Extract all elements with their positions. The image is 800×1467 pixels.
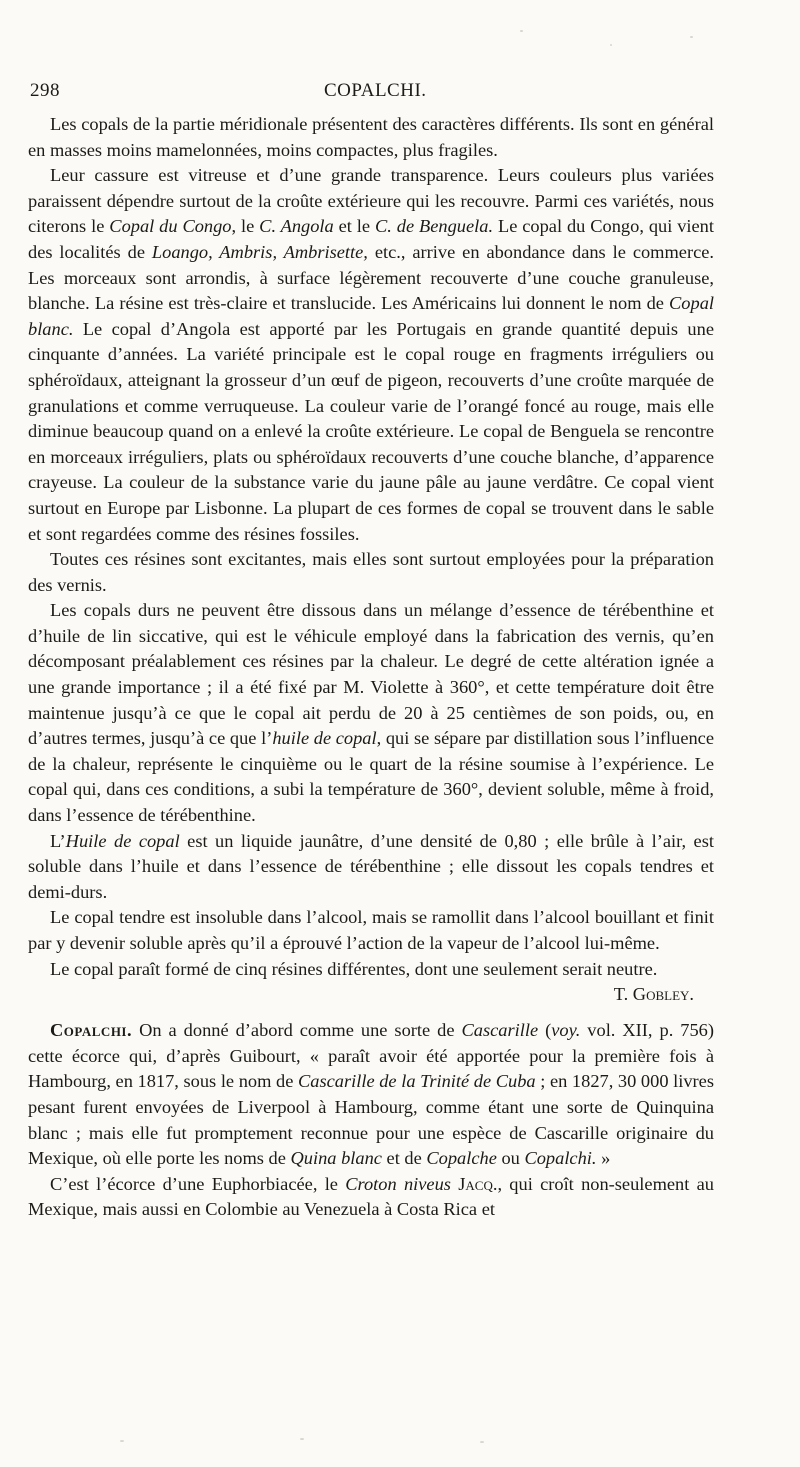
paragraph-with-signature: [28, 957, 714, 1005]
running-header: [28, 80, 714, 112]
scan-speck: [480, 1441, 484, 1443]
paragraph: [28, 547, 714, 598]
text-run: Le copal paraît formé de cinq résines différentes, dont une seulement serait neutre.: [50, 958, 658, 979]
italic-run: C. Angola: [259, 216, 334, 237]
italic-run: Cascarille: [461, 1020, 539, 1041]
text-run: etc., arrive en abondance dans le commerce. Les morceaux sont arrondis, à surface légèrement recouverte d’une couche granuleuse, blanche. La résine est très-claire et translucide. Les Américains lui donnent le nom de: [28, 241, 714, 314]
article-body: [28, 112, 714, 1223]
text-run: et de: [381, 1148, 427, 1169]
text-run: et le: [333, 216, 375, 237]
text-run: Le copal d’Angola est apporté par les Portugais en grande quantité depuis une cinquante d’années. La variété principale est le copal rouge en fragments irréguliers ou sphéroïdaux, atteignant la grosseur d’un œuf de pigeon, recouverts d’une croûte marquée de granulations et comme verruqueuse. La couleur varie de l’orangé foncé au rouge, mais elle diminue beaucoup quand on a enlevé la croûte extérieure. Le copal de Benguela se rencontre en morceaux irréguliers, plats ou sphéroïdaux recouverts d’une couche blanche, d’apparence crayeuse. La couleur de la substance varie du jaune pâle au jaune verdâtre. Ce copal vient surtout en Europe par Lisbonne. La plupart de ces formes de copal se trouvent dans le sable et sont regardées comme des résines fossiles.: [28, 318, 714, 544]
text-run: Toutes ces résines sont excitantes, mais elles sont surtout employées pour la préparation des vernis.: [28, 549, 714, 595]
italic-run: huile de copal: [272, 728, 377, 749]
page-number: 298: [30, 80, 60, 101]
scan-speck: [610, 44, 612, 46]
italic-run: voy.: [551, 1020, 581, 1041]
italic-run: Huile de copal: [65, 830, 180, 851]
paragraph: [28, 112, 714, 163]
entry-copalchi: [28, 1018, 714, 1172]
text-run: Le copal du Congo, qui vient des localités de: [28, 216, 714, 262]
text-run: , qui croît non-seulement au Mexique, mais aussi en Colombie au Venezuela à Costa Rica et: [28, 1173, 714, 1220]
scan-speck: [120, 1440, 124, 1442]
italic-run: Copal blanc.: [28, 293, 714, 339]
text-run: ou: [496, 1148, 525, 1169]
author-signature: T. Gobley.: [613, 984, 694, 1005]
italic-run: Croton niveus: [345, 1173, 451, 1194]
text-run: ; en 1827, 30 000 livres pesant furent envoyées de Liverpool à Hambourg, comme étant une sorte de Quinquina blanc ; mais elle fut promptement reconnue pour une espèce de Cascarille originaire du Mexique, où elle porte les noms de: [28, 1071, 714, 1169]
italic-run: Copal du Congo: [109, 216, 232, 237]
text-run: Les copals de la partie méridionale présentent des caractères différents. Ils sont en général en masses moins mamelonnées, moins compactes, plus fragiles.: [28, 114, 714, 160]
paragraph: [28, 163, 714, 547]
paragraph-text: [50, 959, 657, 979]
text-run: C’est l’écorce d’une Euphorbiacée, le: [50, 1173, 346, 1194]
scan-speck: [520, 30, 523, 32]
running-title: COPALCHI.: [324, 80, 427, 101]
paragraph: [28, 598, 714, 828]
italic-run: Loango, Ambris, Ambrisette,: [151, 241, 368, 262]
text-run: Le copal tendre est insoluble dans l’alcool, mais se ramollit dans l’alcool bouillant et finit par y devenir soluble après qu’il a éprouvé l’action de la vapeur de l’alcool lui-même.: [28, 907, 714, 953]
paragraph: [28, 1172, 714, 1223]
text-run: , le: [231, 216, 260, 237]
text-run: , qui se sépare par distillation sous l’influence de la chaleur, représente le cinquième ou le quart de la résine soumise à l’expérience. Le copal qui, dans ces conditions, a subi la température de 360°, devient soluble, même à froid, dans l’essence de térébenthine.: [28, 728, 715, 826]
text-run: vol. XII, p. 756) cette écorce qui, d’après Guibourt, « paraît avoir été apportée pour la première fois à Hambourg, en 1817, sous le nom de: [28, 1020, 714, 1092]
text-run: »: [596, 1148, 611, 1169]
text-run: est un liquide jaunâtre, d’une densité de 0,80 ; elle brûle à l’air, est soluble dans l’huile et dans l’essence de térébenthine ; elle dissout les copals tendres et demi-durs.: [28, 830, 714, 902]
italic-run: Copalchi.: [524, 1148, 597, 1169]
italic-run: C. de Benguela.: [374, 216, 494, 237]
paragraph: [28, 829, 714, 906]
page: [28, 80, 714, 1223]
text-run: Jacq.: [450, 1173, 498, 1194]
text-run: On a donné d’abord comme une sorte de: [132, 1020, 462, 1041]
scan-speck: [690, 36, 693, 38]
text-run: Leur cassure est vitreuse et d’une grande transparence. Leurs couleurs plus variées paraissent dépendre surtout de la croûte extérieure qui les recouvre. Parmi ces variétés, nous citerons le: [28, 165, 714, 237]
text-run: L’: [50, 830, 66, 851]
scan-speck: [300, 1438, 304, 1440]
italic-run: Quina blanc: [290, 1148, 382, 1169]
text-run: (: [538, 1020, 552, 1041]
italic-run: Cascarille de la Trinité de Cuba: [298, 1071, 536, 1092]
text-run: Les copals durs ne peuvent être dissous dans un mélange d’essence de térébenthine et d’huile de lin siccative, qui est le véhicule employé dans la fabrication des vernis, qu’en décomposant préalablement ces résines par la chaleur. Le degré de cette altération ignée a une grande importance ; il a été fixé par M. Violette à 360°, et cette température doit être maintenue jusqu’à ce que le copal ait perdu de 20 à 25 centièmes de son poids, ou, en d’autres termes, jusqu’à ce que l’: [28, 600, 714, 749]
italic-run: Copalche: [426, 1148, 497, 1169]
entry-headword: Copalchi.: [50, 1020, 133, 1041]
entry-text: [28, 1020, 714, 1168]
paragraph: [28, 905, 714, 956]
